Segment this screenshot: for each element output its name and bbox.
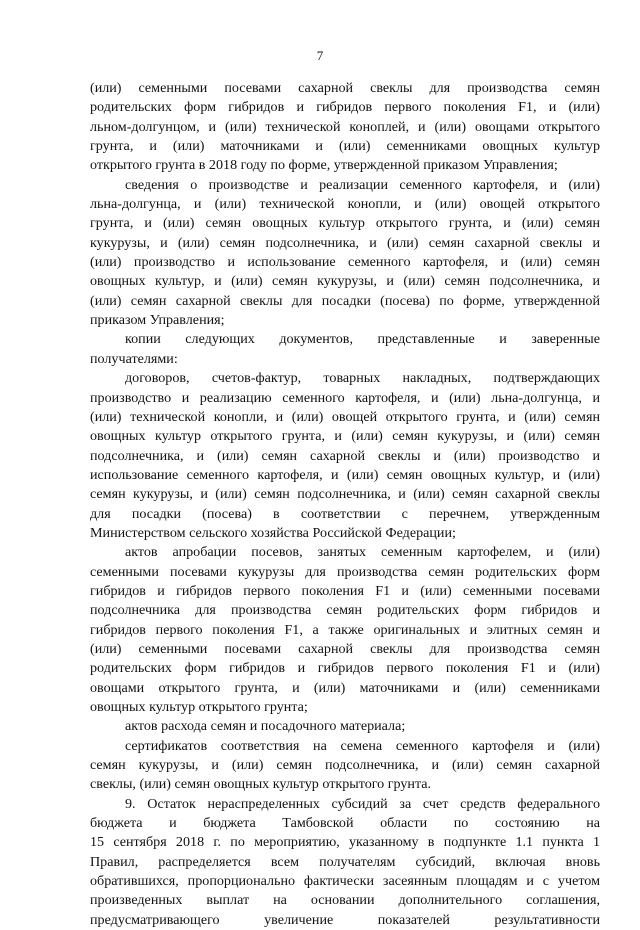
text-line: (или) производство и использование семенного картофеля, и (или) семян [90,254,600,271]
text-line: актов расхода семян и посадочного материала; [125,718,406,735]
paragraph-p5 [90,543,600,717]
document-body [90,79,600,930]
text-line: (или) семян сахарной свеклы для посадки (посева) по форме, утвержденной [90,292,600,309]
paragraph-p4 [90,369,600,543]
text-line: обратившихся, пропорционально фактически засеянным площадям и с учетом [90,873,600,890]
text-line: подсолнечника, и (или) семян сахарной свеклы и (или) производство и [90,447,600,464]
text-line: льна-долгунца, и (или) технической конопли, и (или) овощей открытого [90,196,600,213]
text-line: договоров, счетов-фактур, товарных накладных, подтверждающих [125,370,600,387]
text-line: получателями: [90,350,178,367]
text-line: копии следующих документов, представленные и заверенные [125,331,600,348]
text-line: использование семенного картофеля, и (или) семян овощных культур, и (или) [90,466,600,483]
text-line: родительских форм гибридов и гибридов первого поколения F1 и (или) [90,660,600,677]
text-line: овощных культур открытого грунта, и (или) семян кукурузы, и (или) семян [90,428,600,445]
text-line: родительских форм гибридов и гибридов первого поколения F1, и (или) [90,99,600,116]
text-line: свеклы, (или) семян овощных культур открытого грунта. [90,776,432,793]
paragraph-p6 [90,717,600,736]
text-line: предусматривающего увеличение показателей результативности [90,911,600,928]
text-line: Министерством сельского хозяйства Российской Федерации; [90,524,456,541]
text-line: 9. Остаток нераспределенных субсидий за счет средств федерального [125,795,600,812]
text-line: актов апробации посевов, занятых семенным картофелем, и (или) [125,544,600,561]
paragraph-p3 [90,330,600,369]
text-line: гибридов первого поколения F1, а также оригинальных и элитных семян и [90,621,600,638]
text-line: грунта, и (или) маточниками и (или) семенниками овощных культур [90,138,600,155]
text-line: грунта, и (или) семян овощных культур открытого грунта, и (или) семян [90,215,600,232]
text-line: сертификатов соответствия на семена семенного картофеля и (или) [125,737,600,754]
text-line: (или) семенными посевами сахарной свеклы для производства семян [90,80,600,96]
text-line: производство и реализацию семенного картофеля, и (или) льна-долгунца, и [90,389,600,406]
text-line: произведенных выплат на основании дополнительного соглашения, [90,892,600,909]
text-line: семян кукурузы, и (или) семян подсолнечника, и (или) семян сахарной свеклы [90,486,600,503]
text-line: Правил, распределяется всем получателям субсидий, включая вновь [90,853,600,870]
text-line: овощами открытого грунта, и (или) маточниками и (или) семенниками [90,679,600,696]
text-line: сведения о производстве и реализации семенного картофеля, и (или) [125,176,600,193]
text-line: овощных культур открытого грунта; [90,699,308,715]
text-line: 15 сентября 2018 г. по мероприятию, указанному в подпункте 1.1 пункта 1 [90,834,600,851]
text-line: для посадки (посева) в соответствии с перечнем, утвержденным [90,505,600,522]
text-line: льном-долгунцом, и (или) технической коноплей, и (или) овощами открытого [90,118,600,135]
text-line: подсолнечника для производства семян родительских форм гибридов и [90,602,600,619]
paragraph-p8 [90,795,600,930]
text-line: открытого грунта в 2018 году по форме, утвержденной приказом Управления; [90,157,558,174]
paragraph-p7 [90,737,600,795]
page-number: 7 [316,48,324,63]
text-line: бюджета и бюджета Тамбовской области по состоянию на [90,815,600,832]
paragraph-p1 [90,79,600,176]
text-line: кукурузы, и (или) семян подсолнечника, и (или) семян сахарной свеклы и [90,234,600,251]
paragraph-p2 [90,176,600,331]
text-line: (или) семенными посевами сахарной свеклы для производства семян [90,640,600,657]
text-line: гибридов и гибридов первого поколения F1 и (или) семенными посевами [90,582,600,599]
text-line: семян кукурузы, и (или) семян подсолнечника, и (или) семян сахарной [90,757,600,774]
text-line: приказом Управления; [90,312,225,329]
text-line: семенными посевами кукурузы для производства семян родительских форм [90,563,600,580]
text-line: (или) технической конопли, и (или) овощей открытого грунта, и (или) семян [90,408,600,425]
text-line: овощных культур, и (или) семян кукурузы, и (или) семян подсолнечника, и [90,273,600,290]
